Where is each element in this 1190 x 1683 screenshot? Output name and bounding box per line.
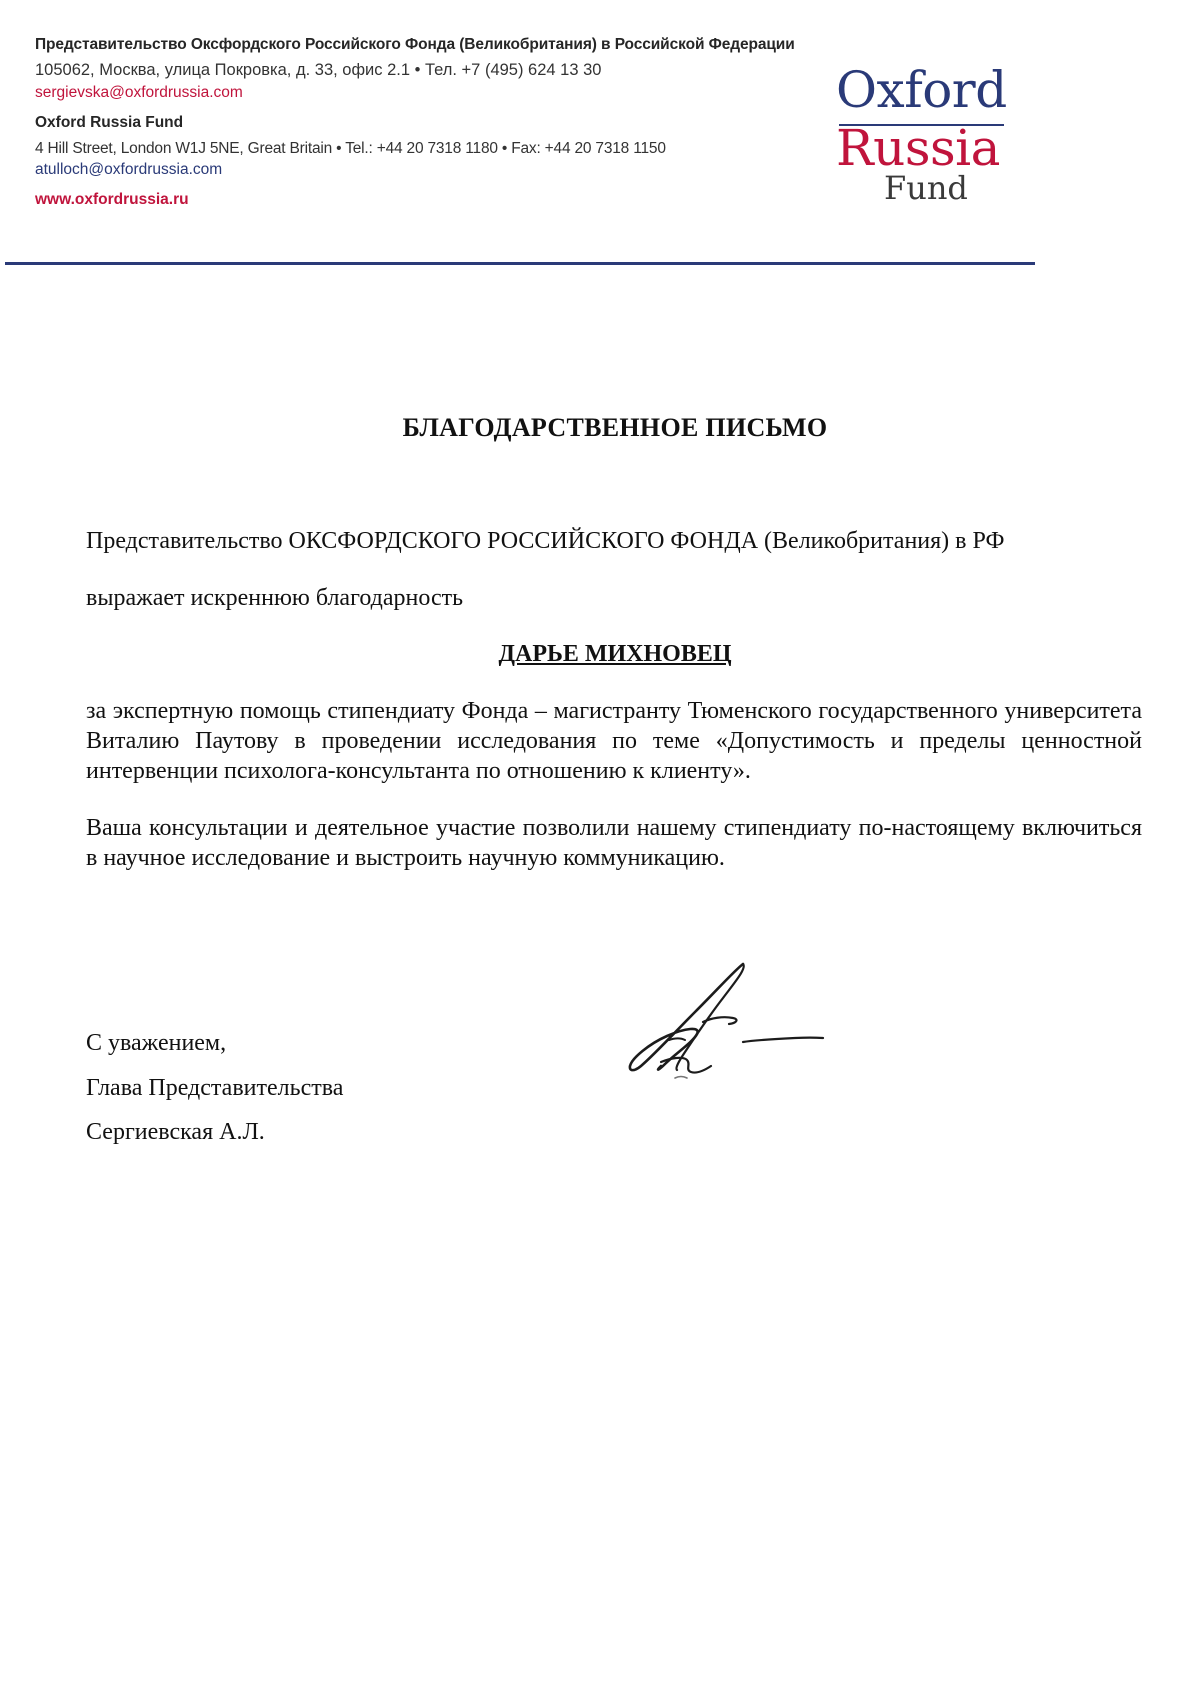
logo-russia-text: Russia	[836, 119, 1000, 177]
letterhead-address-ru: 105062, Москва, улица Покровка, д. 33, офис 2.1 • Тел. +7 (495) 624 13 30	[35, 61, 602, 79]
handwritten-signature	[605, 960, 835, 1100]
letterhead-website-link[interactable]: www.oxfordrussia.ru	[35, 191, 189, 208]
letterhead-address-en: 4 Hill Street, London W1J 5NE, Great Britain • Tel.: +44 20 7318 1180 • Fax: +44 20 7318 1150	[35, 140, 666, 157]
logo-oxford-text: Oxford	[836, 61, 1007, 119]
letter-reason-paragraph: за экспертную помощь стипендиату Фонда – магистранту Тюменского государственного университета Виталию Паутову в проведении исследования по теме «Допустимость и пределы ценностной интервенции психолога-консультанта по отношению к клиенту».	[86, 698, 1142, 784]
recipient-name: ДАРЬЕ МИХНОВЕЦ	[498, 641, 732, 667]
letterhead-name-en: Oxford Russia Fund	[35, 114, 184, 131]
letterhead-email-en[interactable]: atulloch@oxfordrussia.com	[35, 161, 223, 178]
letter-intro: Представительство ОКСФОРДСКОГО РОССИЙСКОГО ФОНДА (Великобритания) в РФ	[86, 528, 1005, 554]
logo-fund-text: Fund	[884, 169, 968, 207]
letterhead	[0, 0, 1190, 270]
oxford-russia-fund-logo	[836, 61, 1016, 207]
letter-title: БЛАГОДАРСТВЕННОЕ ПИСЬМО	[402, 413, 828, 442]
signoff-position: Глава Представительства	[86, 1075, 344, 1101]
signoff-regards: С уважением,	[86, 1030, 227, 1056]
letter-gratitude: выражает искреннюю благодарность	[86, 585, 464, 611]
letterhead-email-ru[interactable]: sergievska@oxfordrussia.com	[35, 84, 243, 101]
signoff-name: Сергиевская А.Л.	[86, 1119, 265, 1145]
letterhead-divider	[5, 262, 1035, 265]
letterhead-title-ru: Представительство Оксфордского Российского Фонда (Великобритания) в Российской Федерации	[35, 36, 795, 53]
letter-thanks-paragraph: Ваша консультации и деятельное участие позволили нашему стипендиату по-настоящему включиться в научное исследование и выстроить научную коммуникацию.	[86, 815, 1142, 871]
